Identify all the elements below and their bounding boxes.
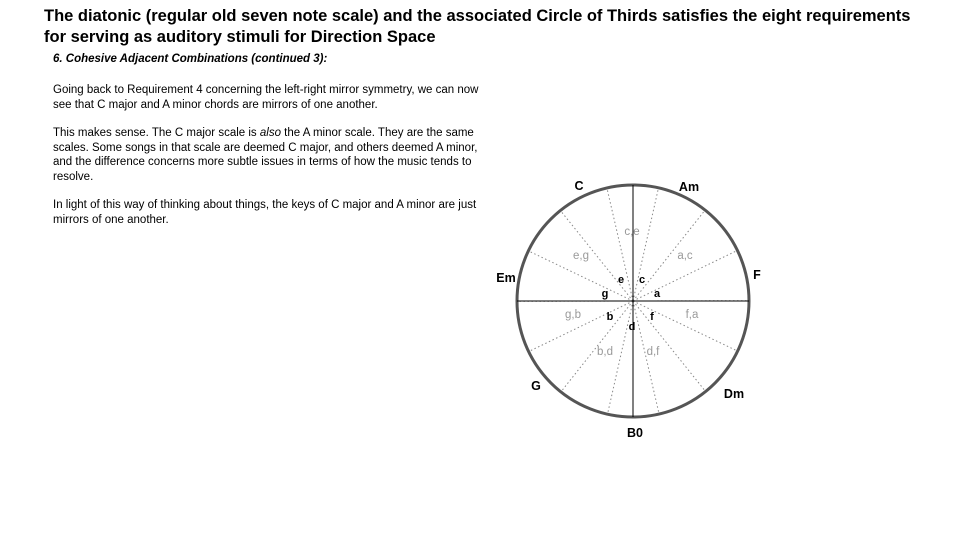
chord-label-dm: Dm <box>723 387 745 401</box>
note-label-d: d <box>628 321 636 333</box>
section-subtitle: 6. Cohesive Adjacent Combinations (continued 3): <box>53 53 328 65</box>
chord-label-g: G <box>531 379 541 393</box>
pair-label-bd: b,d <box>597 346 613 358</box>
note-label-a: a <box>653 288 661 300</box>
dotted-ray <box>560 211 633 302</box>
note-label-f: f <box>650 311 654 323</box>
pair-label-ce: c,e <box>624 226 640 238</box>
paragraph-text: the A minor scale. They are the same scales. Some songs in that scale are deemed C major, and others deemed A minor, and the difference concerns more subtle issues in terms of how the music tends to resolve. <box>53 127 478 183</box>
dotted-ray <box>633 210 705 301</box>
pair-label-gb: g,b <box>565 309 581 321</box>
paragraph-keys-mirrors: In light of this way of thinking about things, the keys of C major and A minor are just mirrors of one another. <box>53 199 477 226</box>
chord-label-b0: B0 <box>627 426 643 440</box>
note-label-b: b <box>606 311 614 323</box>
dotted-ray <box>633 188 659 301</box>
paragraph-mirror-symmetry: Going back to Requirement 4 concerning the left-right mirror symmetry, we can now see that C major and A minor chords are mirrors of one another. <box>53 84 479 111</box>
chord-label-em: Em <box>496 271 516 285</box>
page-title: The diatonic (regular old seven note scale) and the associated Circle of Thirds satisfies the eight requirements for serving as auditory stimuli for Direction Space <box>44 7 911 46</box>
pair-label-eg: e,g <box>573 250 589 262</box>
pair-label-ac: a,c <box>677 250 693 262</box>
note-label-e: e <box>617 274 625 286</box>
paragraph-text: This makes sense. The C major scale is <box>53 127 260 139</box>
chord-label-c: C <box>574 179 584 193</box>
note-label-g: g <box>601 288 609 300</box>
note-label-c: c <box>638 274 646 286</box>
pair-label-df: d,f <box>646 346 660 358</box>
chord-label-f: F <box>753 268 761 282</box>
pair-label-fa: f,a <box>685 309 699 321</box>
chord-label-am: Am <box>678 180 700 194</box>
paragraph-emphasis: also <box>259 127 281 139</box>
